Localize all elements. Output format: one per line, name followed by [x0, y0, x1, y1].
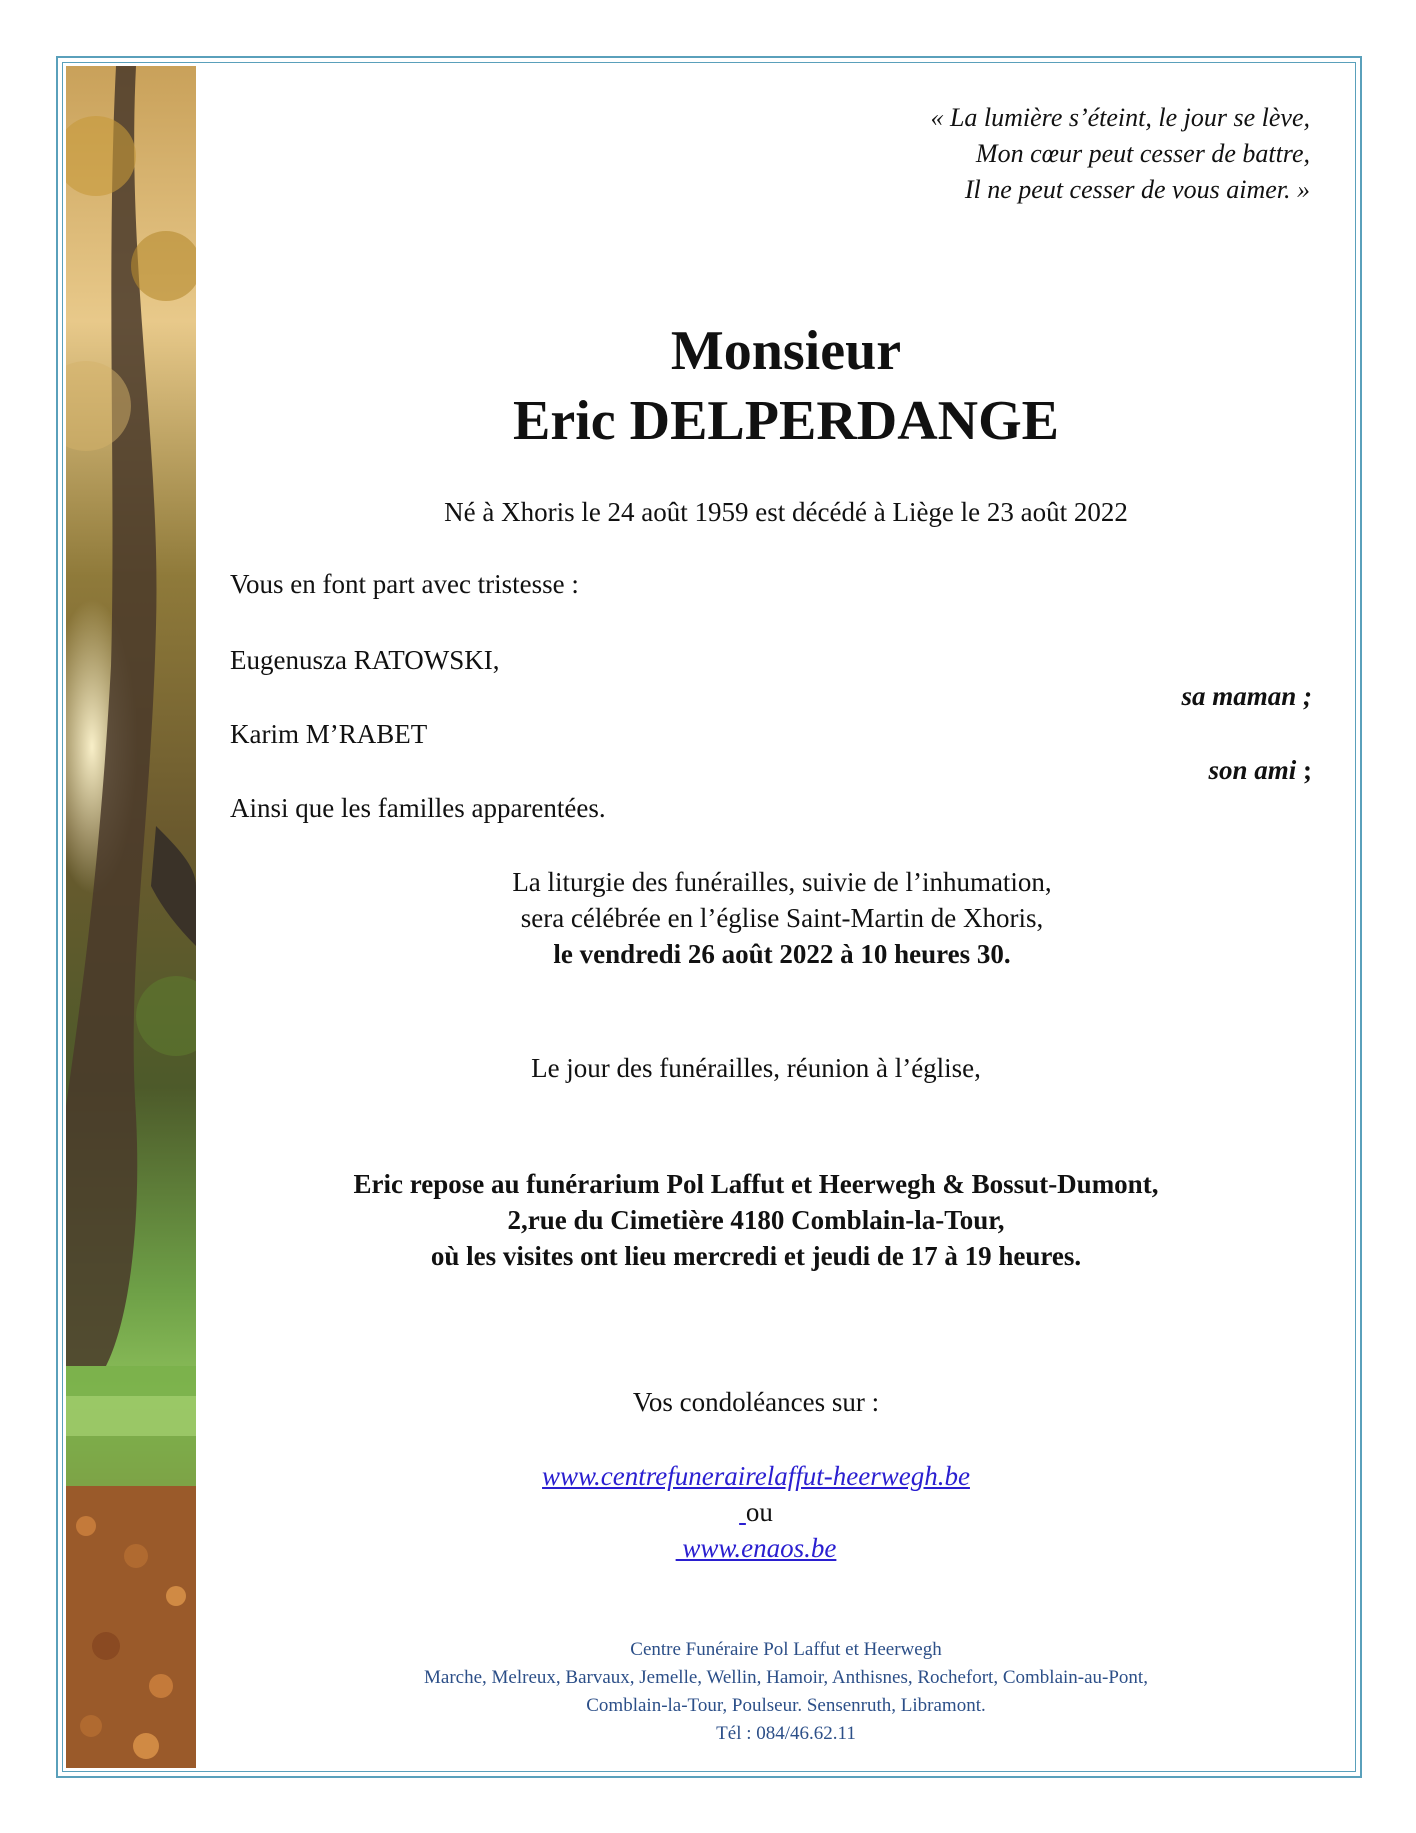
footer-phone: Tél : 084/46.62.11 — [716, 1723, 856, 1744]
quote-line-1: « La lumière s’éteint, le jour se lève, — [930, 103, 1310, 132]
condolences-or-text: ou — [745, 1497, 773, 1527]
family-member-2-relation-text: son ami — [1208, 755, 1297, 785]
relatives-line: Ainsi que les familles apparentées. — [230, 793, 606, 823]
announcement-line: Vous en font part avec tristesse : — [230, 569, 579, 599]
rest-line-3: où les visites ont lieu mercredi et jeudi de 17 à 19 heures. — [430, 1241, 1082, 1271]
ceremony-line-1: La liturgie des funérailles, suivie de l’inhumation, — [512, 867, 1052, 897]
family-member-2-name: Karim M’RABET — [230, 719, 428, 749]
autumn-tree-photo — [66, 66, 196, 1768]
rest-line-1: Eric repose au funérarium Pol Laffut et Heerwegh & Bossut-Dumont, — [353, 1169, 1159, 1199]
quote-line-3: Il ne peut cesser de vous aimer. » — [964, 175, 1310, 204]
family-member-1-relation: sa maman ; — [1181, 681, 1312, 711]
title-honorific: Monsieur — [670, 320, 902, 382]
condolences-intro: Vos condoléances sur : — [632, 1387, 880, 1417]
condolences-link-1-row — [196, 1458, 1316, 1494]
ceremony-line-2: sera célébrée en l’église Saint-Martin de Xhoris, — [520, 903, 1044, 933]
footer-company: Centre Funéraire Pol Laffut et Heerwegh — [630, 1639, 942, 1660]
condolences-link-2[interactable]: www.enaos.be — [675, 1533, 837, 1563]
footer-locations-2: Comblain-la-Tour, Poulseur. Sensenruth, Libramont. — [586, 1695, 986, 1716]
condolences-link-2-row — [196, 1530, 1316, 1566]
deceased-name: Eric DELPERDANGE — [513, 390, 1059, 452]
meeting-line: Le jour des funérailles, réunion à l’église, — [531, 1053, 981, 1083]
family-member-2-relation — [1208, 752, 1312, 788]
ceremony-date: le vendredi 26 août 2022 à 10 heures 30. — [553, 939, 1011, 969]
condolences-or — [196, 1494, 1316, 1530]
quote-line-2: Mon cœur peut cesser de battre, — [975, 139, 1310, 168]
condolences-link-1[interactable]: www.centrefunerairelaffut-heerwegh.be — [542, 1461, 970, 1491]
family-member-2-punct: ; — [1296, 755, 1312, 785]
footer-locations-1: Marche, Melreux, Barvaux, Jemelle, Wellin, Hamoir, Anthisnes, Rochefort, Comblain-au-Pont, — [424, 1667, 1148, 1688]
family-member-1-name: Eugenusza RATOWSKI, — [230, 645, 500, 675]
memorial-quote — [610, 100, 1310, 208]
birth-death-line: Né à Xhoris le 24 août 1959 est décédé à Liège le 23 août 2022 — [444, 497, 1128, 527]
condolences-or-link-space[interactable] — [739, 1497, 746, 1527]
rest-line-2: 2,rue du Cimetière 4180 Comblain-la-Tour, — [507, 1205, 1005, 1235]
